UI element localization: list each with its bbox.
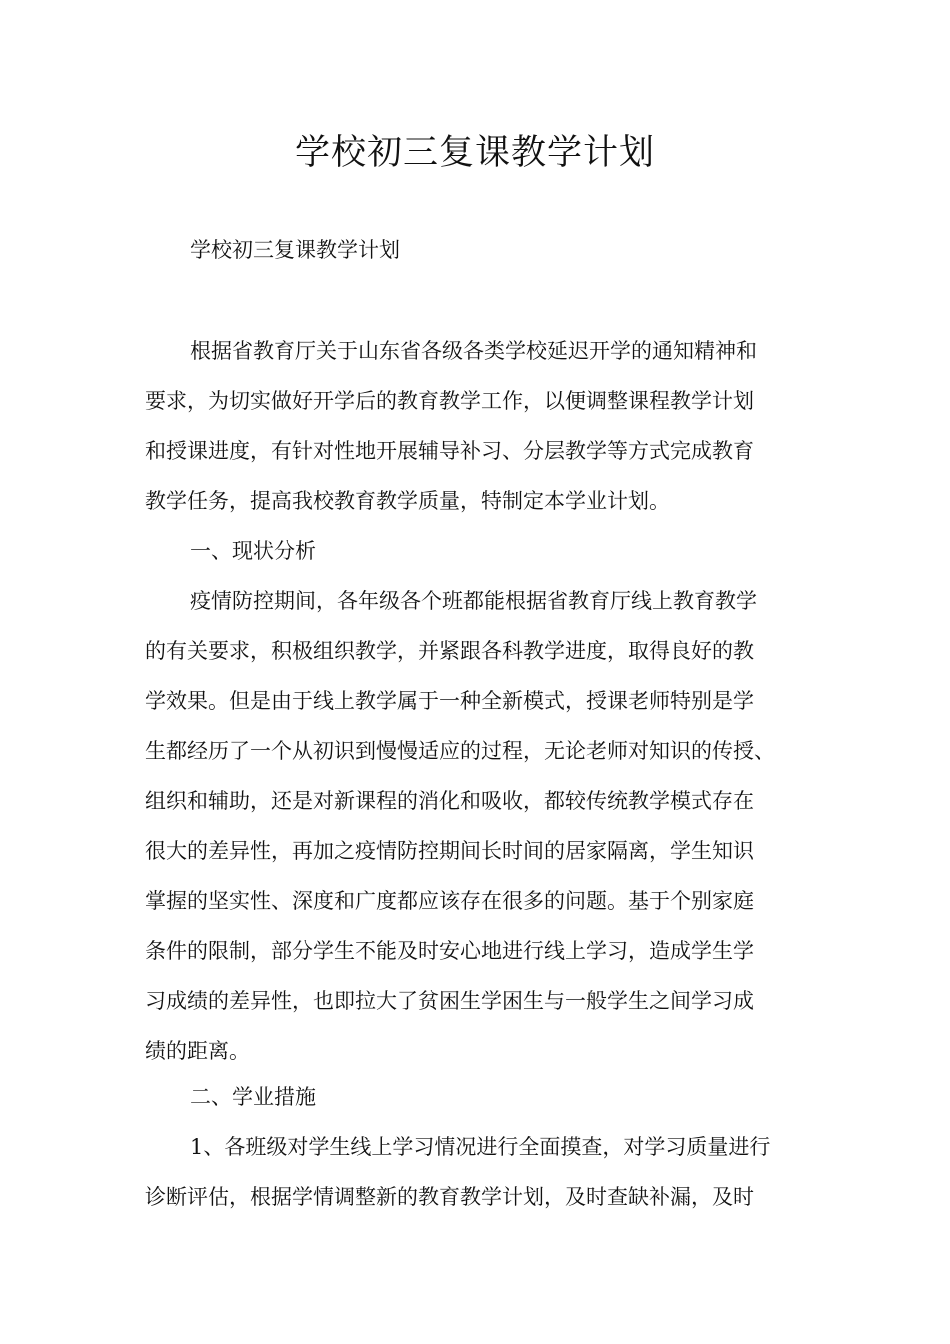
- document-title: 学校初三复课教学计划: [294, 133, 655, 173]
- paragraph-line: 学效果。但是由于线上教学属于一种全新模式，授课老师特别是学: [145, 689, 754, 713]
- document-subtitle: [145, 225, 805, 275]
- section-heading-2: [145, 1072, 805, 1122]
- paragraph-line: 疫情防控期间，各年级各个班都能根据省教育厅线上教育教学: [190, 589, 757, 613]
- intro-paragraph: [145, 326, 805, 526]
- paragraph-line: 的有关要求，积极组织教学，并紧跟各科教学进度，取得良好的教: [145, 639, 754, 663]
- section-heading-1: [145, 526, 805, 576]
- paragraph-line: 根据省教育厅关于山东省各级各类学校延迟开学的通知精神和: [190, 339, 757, 363]
- section-heading-text: 一、现状分析: [190, 539, 316, 563]
- paragraph-line: 组织和辅助，还是对新课程的消化和吸收，都较传统教学模式存在: [145, 789, 754, 813]
- paragraph-line: 1、各班级对学生线上学习情况进行全面摸查，对学习质量进行: [190, 1135, 771, 1159]
- section2-paragraph: [145, 1122, 805, 1222]
- paragraph-line: 要求，为切实做好开学后的教育教学工作，以便调整课程教学计划: [145, 389, 754, 413]
- paragraph-line: 诊断评估，根据学情调整新的教育教学计划，及时查缺补漏，及时: [145, 1185, 754, 1209]
- section-heading-text: 二、学业措施: [190, 1085, 316, 1109]
- paragraph-line: 很大的差异性，再加之疫情防控期间长时间的居家隔离，学生知识: [145, 839, 754, 863]
- paragraph-line: 条件的限制，部分学生不能及时安心地进行线上学习，造成学生学: [145, 939, 754, 963]
- paragraph-line: 绩的距离。: [145, 1039, 250, 1063]
- section1-paragraph: [145, 576, 805, 1076]
- paragraph-line: 和授课进度，有针对性地开展辅导补习、分层教学等方式完成教育: [145, 439, 754, 463]
- paragraph-line: 习成绩的差异性，也即拉大了贫困生学困生与一般学生之间学习成: [145, 989, 754, 1013]
- paragraph-line: 掌握的坚实性、深度和广度都应该存在很多的问题。基于个别家庭: [145, 889, 754, 913]
- paragraph-line: 教学任务，提高我校教育教学质量，特制定本学业计划。: [145, 489, 670, 513]
- paragraph-line: 生都经历了一个从初识到慢慢适应的过程，无论老师对知识的传授、: [145, 739, 775, 763]
- subtitle-line: 学校初三复课教学计划: [190, 238, 400, 262]
